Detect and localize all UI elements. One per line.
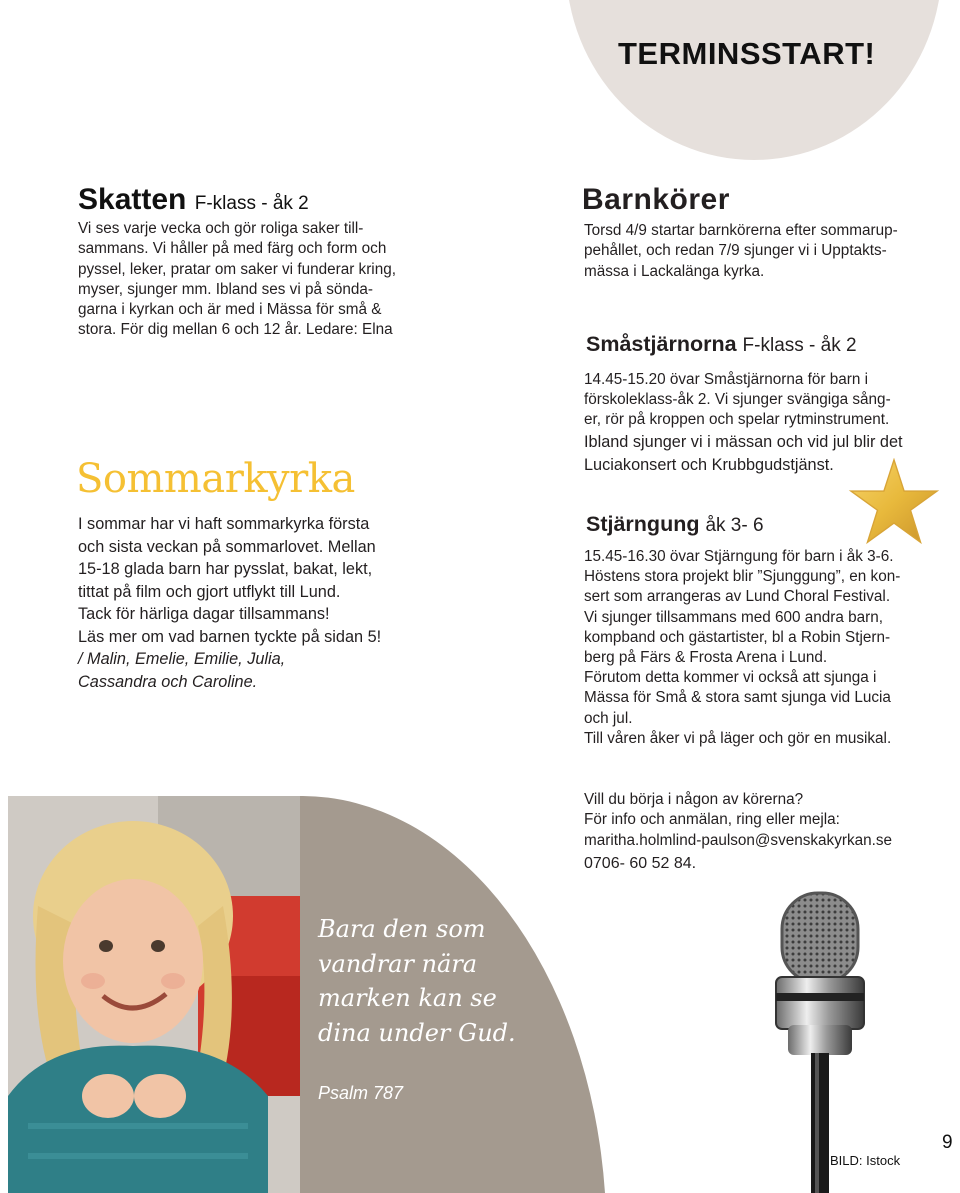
smastjarnorna-line: er, rör på kroppen och spelar rytminstrument. xyxy=(584,411,890,429)
sommarkyrka-line: Tack för härliga dagar tillsammans! xyxy=(78,605,330,623)
barnkorer-text xyxy=(584,221,934,282)
bible-quote xyxy=(318,912,618,1050)
stjarngung-line: och jul. xyxy=(584,709,633,727)
sommarkyrka-line: I sommar har vi haft sommarkyrka första xyxy=(78,515,370,533)
quote-line: dina under Gud. xyxy=(318,1018,516,1047)
skatten-line: pyssel, leker, pratar om saker vi funderar kring, xyxy=(78,260,396,278)
stjarngung-line: Vi sjunger tillsammans med 600 andra barn, xyxy=(584,608,884,626)
smastjarnorna-line: Ibland sjunger vi i mässan och vid jul blir det xyxy=(584,432,903,451)
terminsstart-heading: TERMINSSTART! xyxy=(618,36,876,71)
signature-line: Cassandra och Caroline. xyxy=(78,672,258,691)
contact-email[interactable]: maritha.holmlind-paulson@svenskakyrkan.se xyxy=(584,831,893,849)
contact-phone[interactable]: 0706- 60 52 84. xyxy=(584,854,697,872)
stjarngung-subtitle: åk 3- 6 xyxy=(705,515,764,536)
quote-source: Psalm 787 xyxy=(318,1083,404,1103)
skatten-line: stora. För dig mellan 6 och 12 år. Ledare: Elna xyxy=(78,321,393,339)
smastjarnorna-heading xyxy=(586,332,857,357)
quote-line: vandrar nära xyxy=(318,949,478,978)
stjarngung-text xyxy=(584,547,929,749)
skatten-line: garna i kyrkan och är med i Mässa för små & xyxy=(78,301,382,319)
barnkorer-line: pehållet, och redan 7/9 sjunger vi i Upptakts- xyxy=(584,242,887,260)
stjarngung-line: sert som arrangeras av Lund Choral Festival. xyxy=(584,588,891,606)
sommarkyrka-line: och sista veckan på sommarlovet. Mellan xyxy=(78,537,376,556)
skatten-text xyxy=(78,219,448,341)
header-circle xyxy=(566,0,942,160)
contact-line: För info och anmälan, ring eller mejla: xyxy=(584,811,840,829)
stjarngung-title: Stjärngung xyxy=(586,512,700,536)
quote-line: Bara den som xyxy=(318,915,486,943)
smastjarnorna-title: Småstjärnorna xyxy=(586,332,737,356)
skatten-line: sammans. Vi håller på med färg och form och xyxy=(78,240,387,258)
sommarkyrka-line: 15-18 glada barn har pysslat, bakat, lekt, xyxy=(78,560,373,578)
signature-line: / Malin, Emelie, Emilie, Julia, xyxy=(78,650,286,668)
skatten-line: Vi ses varje vecka och gör roliga saker till- xyxy=(78,220,364,237)
contact-info xyxy=(584,790,944,877)
page-number: 9 xyxy=(942,1132,953,1153)
barnkorer-heading: Barnkörer xyxy=(582,183,730,216)
contact-line: Vill du börja i någon av körerna? xyxy=(584,791,804,808)
stjarngung-heading xyxy=(586,512,764,537)
stjarngung-line: Förutom detta kommer vi också att sjunga i xyxy=(584,669,877,687)
sommarkyrka-heading: Sommarkyrka xyxy=(76,456,355,502)
smastjarnorna-subtitle: F-klass - åk 2 xyxy=(742,335,857,356)
child-photo xyxy=(8,796,300,1193)
stjarngung-line: berg på Färs & Frosta Arena i Lund. xyxy=(584,649,828,667)
sommarkyrka-text xyxy=(78,513,458,693)
stjarngung-line: Mässa för Små & stora samt sjunga vid Lucia xyxy=(584,689,891,707)
sommarkyrka-signature xyxy=(78,648,458,693)
sommarkyrka-line: Läs mer om vad barnen tyckte på sidan 5! xyxy=(78,627,382,646)
barnkorer-line: mässa i Lackalänga kyrka. xyxy=(584,262,765,280)
skatten-title: Skatten xyxy=(78,183,187,216)
image-credit: BILD: Istock xyxy=(830,1153,901,1168)
stjarngung-line: kompband och gästartister, bl a Robin Stjern- xyxy=(584,628,891,646)
smastjarnorna-line: 14.45-15.20 övar Småstjärnorna för barn i xyxy=(584,371,869,388)
smastjarnorna-line: Luciakonsert och Krubbgudstjänst. xyxy=(584,456,834,475)
stjarngung-line: Höstens stora projekt blir ”Sjunggung”, en kon- xyxy=(584,568,901,586)
barnkorer-line: Torsd 4/9 startar barnkörerna efter sommarup- xyxy=(584,222,898,239)
skatten-line: myser, sjunger mm. Ibland ses vi på sönda- xyxy=(78,280,374,298)
smastjarnorna-line: förskoleklass-åk 2. Vi sjunger svängiga sång- xyxy=(584,391,891,409)
quote-line: marken kan se xyxy=(318,984,497,1012)
gold-star-icon xyxy=(848,458,940,546)
skatten-subtitle: F-klass - åk 2 xyxy=(194,193,309,214)
sommarkyrka-line: tittat på film och gjort utflykt till Lund. xyxy=(78,582,341,601)
stjarngung-line: 15.45-16.30 övar Stjärngung för barn i åk 3-6. xyxy=(584,548,894,565)
microphone-image xyxy=(748,885,894,1193)
skatten-heading xyxy=(78,183,309,217)
stjarngung-line: Till våren åker vi på läger och gör en musikal. xyxy=(584,729,892,747)
